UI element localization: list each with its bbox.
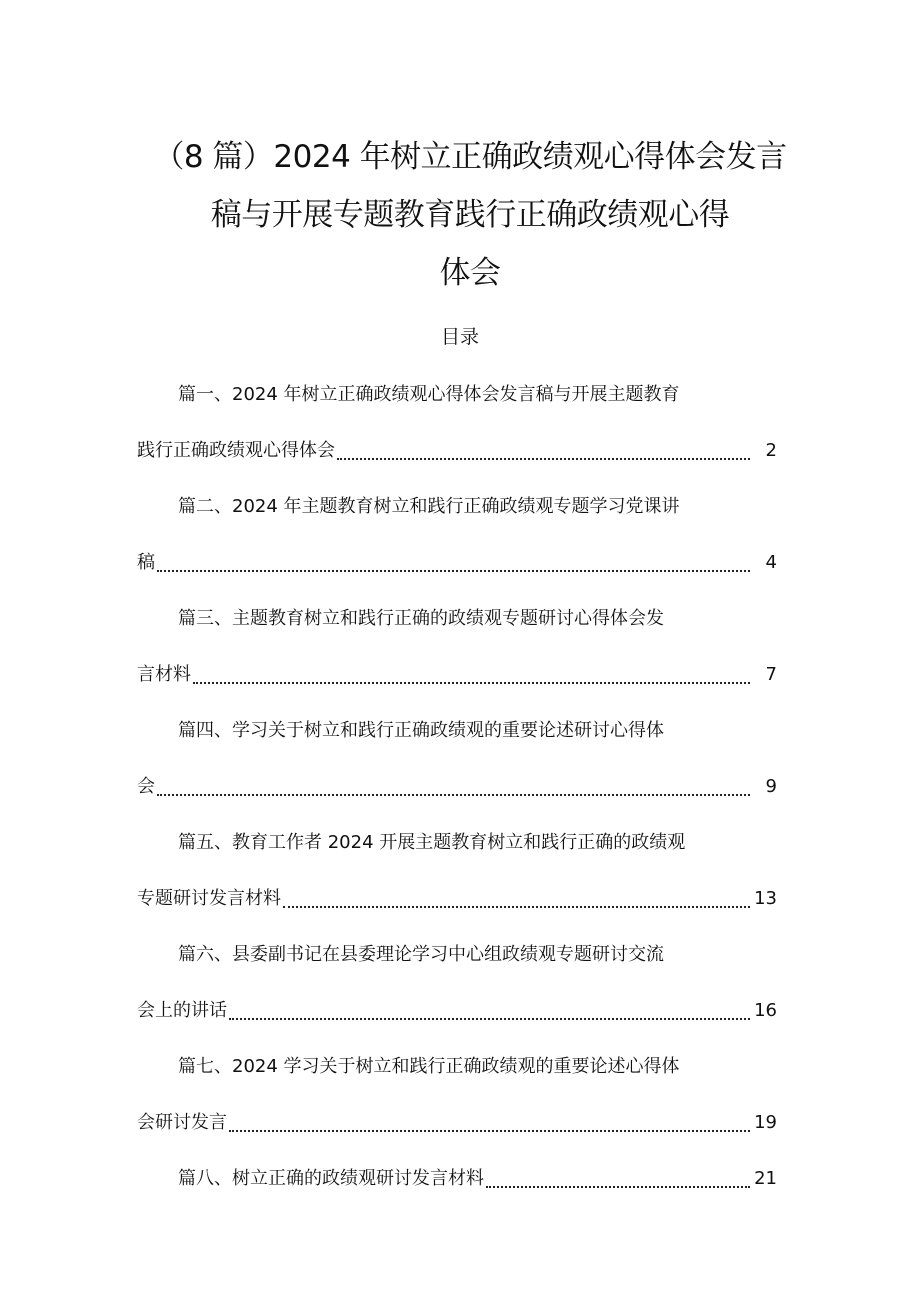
title-line-1: （8 篇）2024 年树立正确政绩观心得体会发言 <box>153 139 787 175</box>
toc-leader-dots <box>229 994 750 1020</box>
toc-entry-title: 篇六、县委副书记在县委理论学习中心组政绩观专题研讨交流 <box>178 944 664 965</box>
table-of-contents <box>137 378 777 1218</box>
toc-page-number: 21 <box>754 1168 777 1189</box>
toc-entry-6[interactable] <box>137 938 777 1050</box>
title-line-3: 体会 <box>439 255 501 291</box>
toc-entry-title: 篇四、学习关于树立和践行正确政绩观的重要论述研讨心得体 <box>178 720 664 741</box>
title-line-2: 稿与开展专题教育践行正确政绩观心得 <box>210 197 730 233</box>
toc-leader-dots <box>157 546 750 572</box>
toc-leader-dots <box>283 882 750 908</box>
toc-entry-8[interactable] <box>137 1162 777 1218</box>
toc-page-number: 13 <box>754 888 777 909</box>
document-title <box>140 128 800 302</box>
toc-page-number: 4 <box>765 552 777 573</box>
toc-leader-dots <box>337 434 750 460</box>
toc-page-number: 2 <box>765 440 777 461</box>
toc-entry-7[interactable] <box>137 1050 777 1162</box>
toc-entry-continuation: 言材料 <box>137 664 191 685</box>
toc-page-number: 9 <box>765 776 777 797</box>
toc-entry-continuation: 专题研讨发言材料 <box>137 888 281 909</box>
toc-entry-3[interactable] <box>137 602 777 714</box>
toc-entry-5[interactable] <box>137 826 777 938</box>
toc-entry-continuation: 会 <box>137 776 155 797</box>
toc-page-number: 19 <box>754 1112 777 1133</box>
toc-leader-dots <box>157 770 750 796</box>
toc-entry-1[interactable] <box>137 378 777 490</box>
toc-entry-2[interactable] <box>137 490 777 602</box>
toc-entry-title: 篇三、主题教育树立和践行正确的政绩观专题研讨心得体会发 <box>178 608 664 629</box>
toc-entry-title: 篇二、2024 年主题教育树立和践行正确政绩观专题学习党课讲 <box>178 496 680 517</box>
toc-entry-title: 篇八、树立正确的政绩观研讨发言材料 <box>178 1168 484 1189</box>
toc-entry-continuation: 会研讨发言 <box>137 1112 227 1133</box>
toc-entry-continuation: 稿 <box>137 552 155 573</box>
toc-entry-4[interactable] <box>137 714 777 826</box>
toc-entry-title: 篇五、教育工作者 2024 开展主题教育树立和践行正确的政绩观 <box>178 832 686 853</box>
toc-entry-continuation: 会上的讲话 <box>137 1000 227 1021</box>
toc-entry-title: 篇七、2024 学习关于树立和践行正确政绩观的重要论述心得体 <box>178 1056 680 1077</box>
toc-page-number: 7 <box>765 664 777 685</box>
toc-leader-dots <box>193 658 750 684</box>
toc-leader-dots <box>229 1106 750 1132</box>
toc-entry-continuation: 践行正确政绩观心得体会 <box>137 440 335 461</box>
toc-leader-dots <box>486 1162 750 1188</box>
toc-heading: 目录 <box>440 326 479 348</box>
toc-entry-title: 篇一、2024 年树立正确政绩观心得体会发言稿与开展主题教育 <box>178 384 680 405</box>
toc-page-number: 16 <box>754 1000 777 1021</box>
